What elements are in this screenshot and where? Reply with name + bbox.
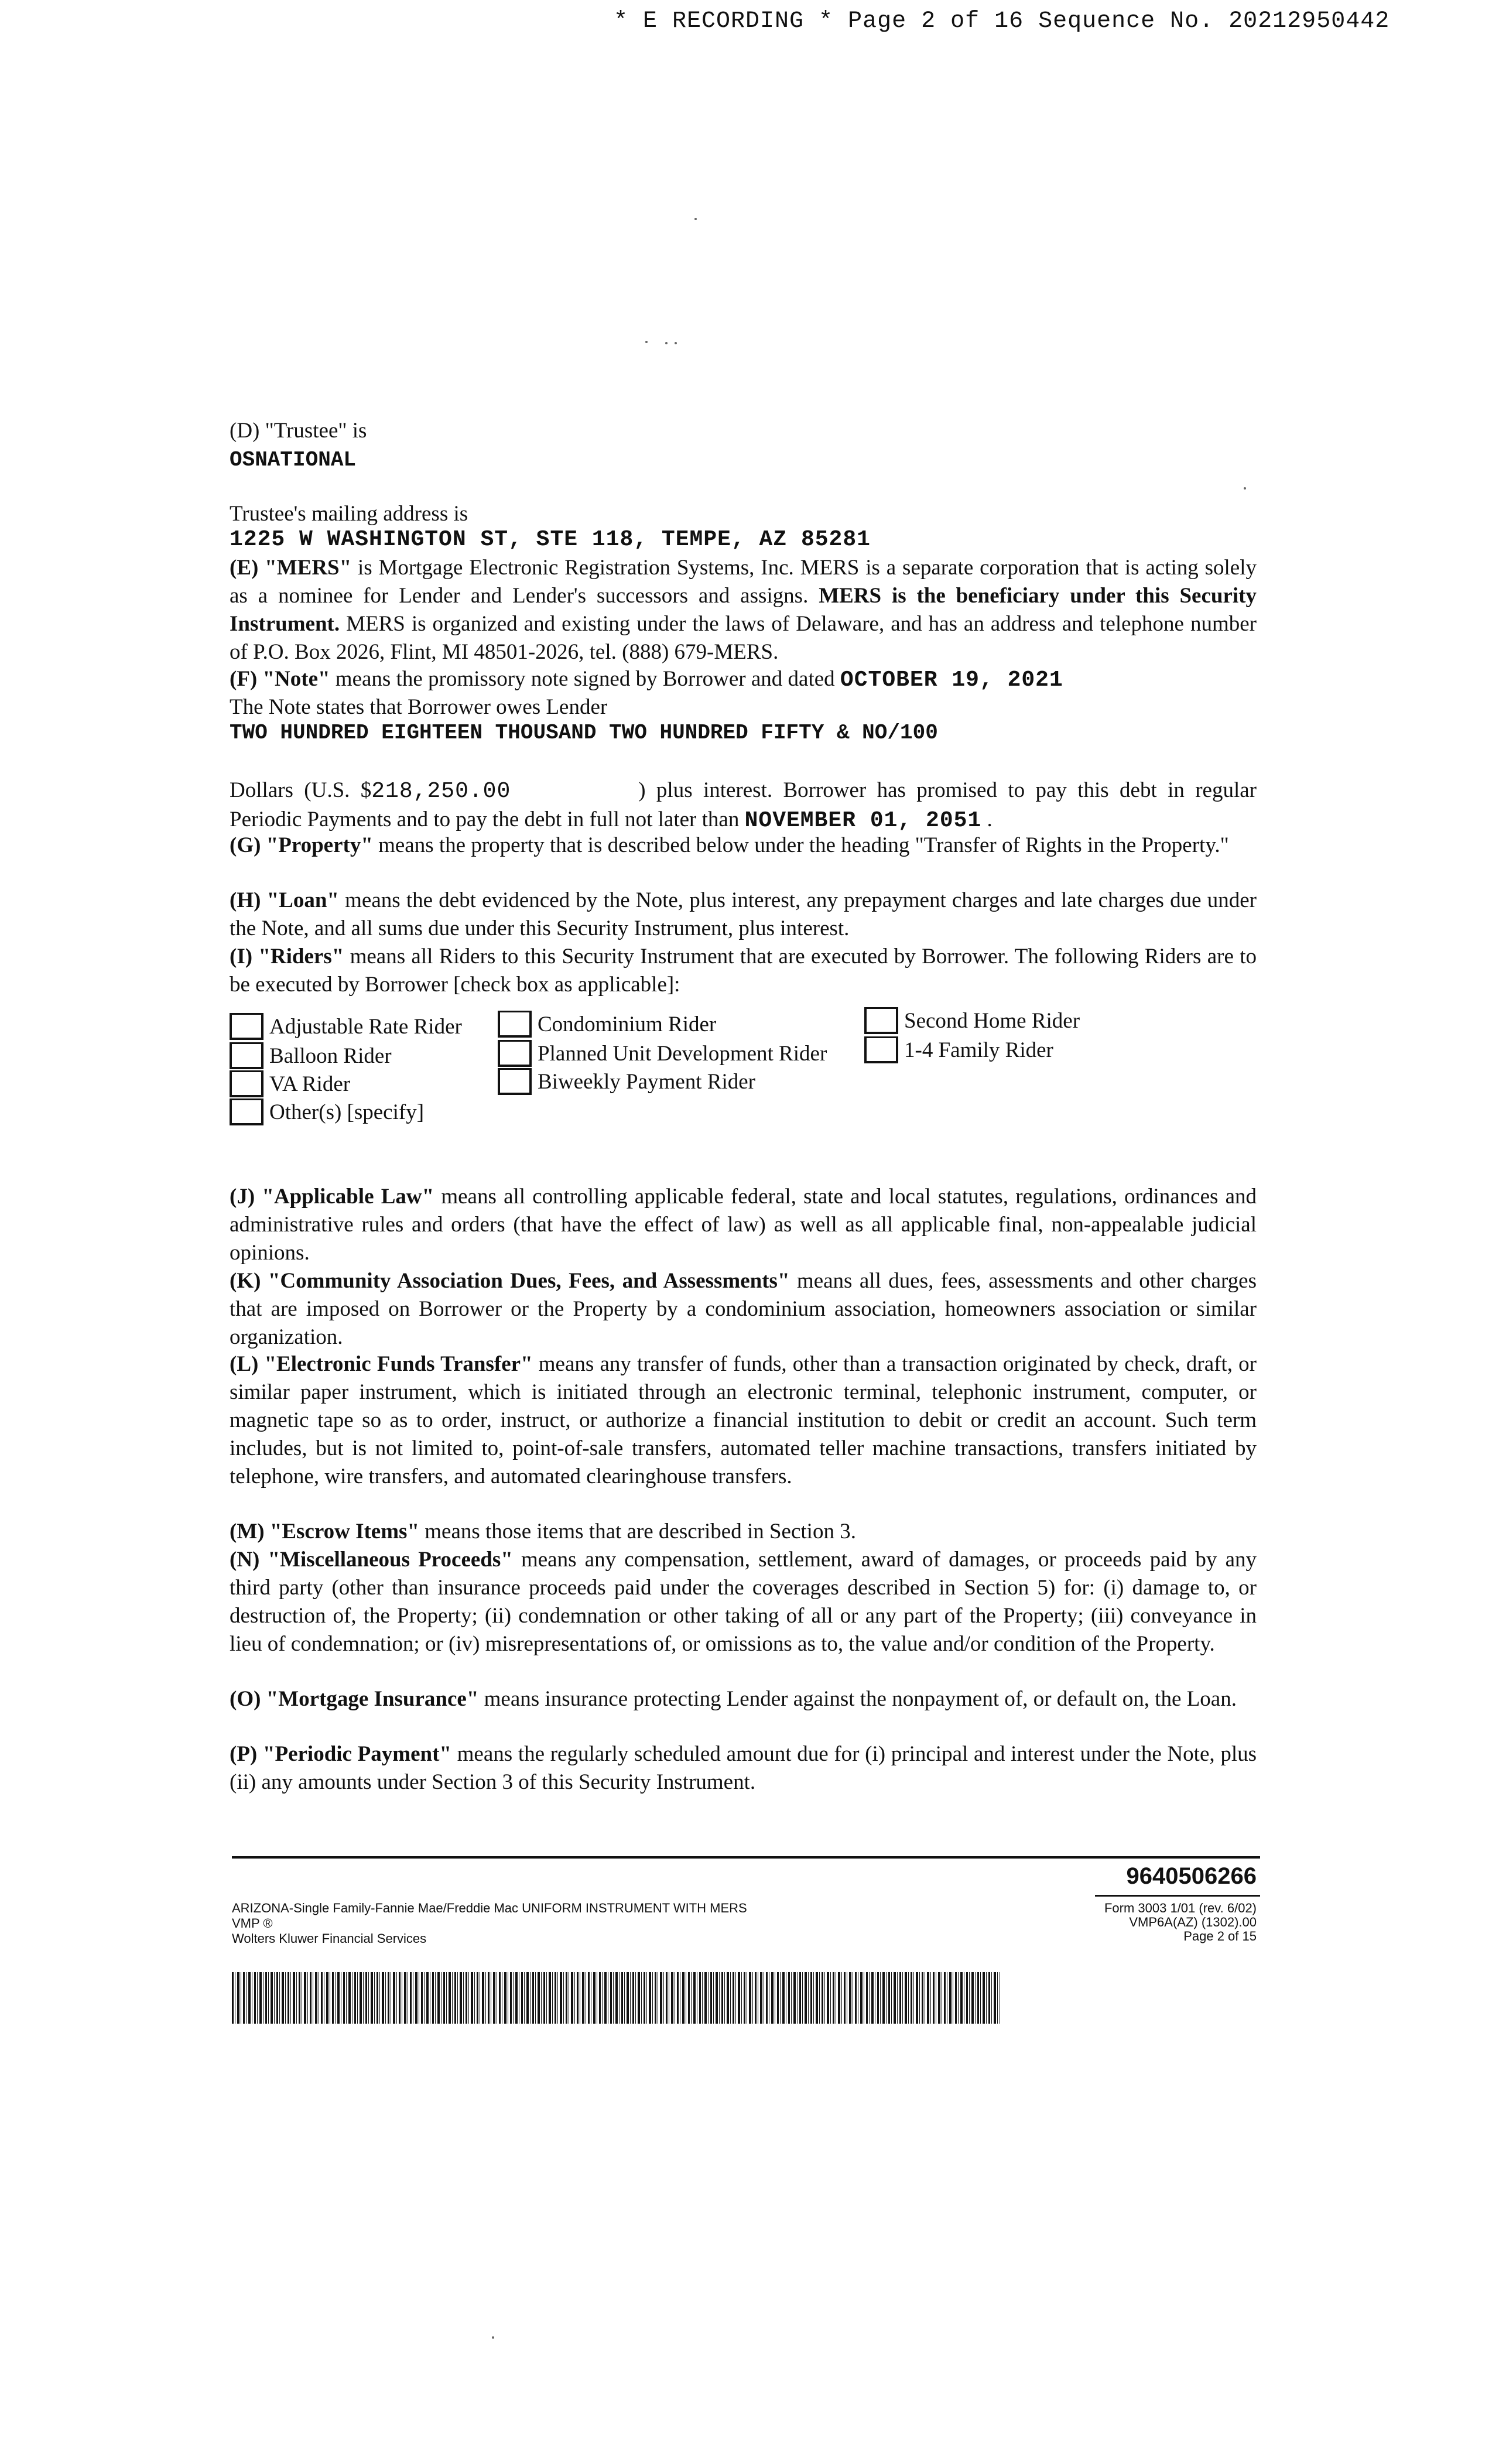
scan-speck [694, 218, 697, 220]
rider-adjustable-rate[interactable]: Adjustable Rate Rider [230, 1013, 462, 1040]
vmp-mark: VMP ® [232, 1916, 273, 1931]
scan-speck [675, 342, 677, 344]
trustee-address-label: Trustee's mailing address is [230, 502, 468, 526]
scan-speck [645, 341, 648, 343]
mers-beneficiary: MERS is the beneficiary under this Security Instrument. [230, 584, 1257, 636]
checkbox-icon[interactable] [864, 1007, 898, 1034]
mi-text: means insurance protecting Lender against the nonpayment of, or default on, the Loan. [478, 1687, 1237, 1711]
mi-lead: (O) "Mortgage Insurance" [230, 1687, 479, 1711]
rider-1-4-family[interactable]: 1-4 Family Rider [864, 1036, 1053, 1063]
section-dollars: Dollars (U.S. $218,250.00 ) plus interest. Borrower has promised to pay this debt in regular Periodic Payments and to pay the debt in full not later than NOVEMBER 01, 2051 . [230, 778, 1257, 833]
section-mers [230, 554, 1257, 666]
loan-lead: (H) "Loan" [230, 888, 339, 912]
trustee-address: 1225 W WASHINGTON ST, STE 118, TEMPE, AZ 85281 [230, 527, 871, 552]
eft-lead: (L) "Electronic Funds Transfer" [230, 1352, 533, 1376]
section-electronic-funds-transfer [230, 1350, 1257, 1491]
section-loan [230, 887, 1257, 943]
section-note [230, 665, 1257, 694]
mers-lead: (E) "MERS" [230, 556, 352, 580]
form-title: ARIZONA-Single Family-Fannie Mae/Freddie Mac UNIFORM INSTRUMENT WITH MERS [232, 1901, 747, 1915]
scan-speck [492, 2336, 494, 2339]
mers-text: is Mortgage Electronic Registration Systems, Inc. MERS is a separate corporation that is acting solely as a nominee for Lender and Lender's successors and assigns. [230, 556, 1257, 608]
recording-stamp: * E RECORDING * Page 2 of 16 Sequence No. 20212950442 [614, 8, 1390, 35]
community-lead: (K) "Community Association Dues, Fees, and Assessments" [230, 1269, 790, 1293]
loan-text: means the debt evidenced by the Note, plus interest, any prepayment charges and late charges due under the Note, and all sums due under this Security Instrument, plus interest. [230, 888, 1257, 940]
scan-speck [1244, 487, 1246, 490]
rider-va[interactable]: VA Rider [230, 1070, 350, 1097]
note-text: means the promissory note signed by Borrower and dated [330, 667, 840, 691]
checkbox-icon[interactable] [498, 1068, 532, 1095]
trustee-name: OSNATIONAL [230, 448, 357, 472]
eft-text: means any transfer of funds, other than a transaction originated by check, draft, or similar paper instrument, which is initiated through an electronic terminal, telephonic instrument, computer, or magnetic tape so as to order, instruct, or authorize a financial institution to debit or credit an account. Such term includes, but is not limited to, point-of-sale transfers, automated teller machine transactions, transfers initiated by telephone, wire transfers, and automated clearinghouse transfers. [230, 1352, 1257, 1488]
section-escrow-items [230, 1518, 1257, 1546]
scan-speck [665, 342, 668, 344]
checkbox-icon[interactable] [230, 1042, 263, 1069]
rider-other[interactable]: Other(s) [specify] [230, 1098, 424, 1125]
section-property [230, 831, 1257, 860]
dollars-prefix: Dollars (U.S. $ [230, 778, 372, 802]
checkbox-icon[interactable] [230, 1013, 263, 1040]
note-lead: (F) "Note" [230, 667, 330, 691]
vmp-code: VMP6A(AZ) (1302).00 [1129, 1915, 1257, 1929]
rider-condominium[interactable]: Condominium Rider [498, 1011, 716, 1038]
document-barcode [232, 1972, 1000, 2024]
periodic-lead: (P) "Periodic Payment" [230, 1742, 451, 1766]
law-text: means all controlling applicable federal, state and local statutes, regulations, ordinances and administrative rules and orders (that have the effect of law) as well as all applicable final, non-appealable judicial opinions. [230, 1185, 1257, 1265]
section-mortgage-insurance [230, 1685, 1257, 1713]
misc-text: means any compensation, settlement, award of damages, or proceeds paid by any third party (other than insurance proceeds paid under the coverages described in Section 5) for: (i) damage to, or destruction of, the Property; (ii) condemnation or other taking of all or any part of the Property; (iii) conveyance in lieu of condemnation; or (iv) misrepresentations of, or omissions as to, the value and/or condition of the Property. [230, 1548, 1257, 1656]
law-lead: (J) "Applicable Law" [230, 1185, 434, 1209]
escrow-lead: (M) "Escrow Items" [230, 1520, 419, 1544]
property-lead: (G) "Property" [230, 833, 373, 857]
amount-numeric: 218,250.00 [371, 779, 511, 804]
form-number: Form 3003 1/01 (rev. 6/02) [1104, 1901, 1257, 1915]
riders-lead: (I) "Riders" [230, 944, 344, 969]
riders-text: means all Riders to this Security Instrument that are executed by Borrower. The following Riders are to be executed by Borrower [check box as applicable]: [230, 944, 1257, 997]
rider-balloon[interactable]: Balloon Rider [230, 1042, 392, 1069]
rider-second-home[interactable]: Second Home Rider [864, 1007, 1080, 1034]
checkbox-icon[interactable] [864, 1036, 898, 1063]
section-riders [230, 943, 1257, 999]
page-number: Page 2 of 15 [1183, 1929, 1257, 1943]
mers-text-2: MERS is organized and existing under the laws of Delaware, and has an address and telephone number of P.O. Box 2026, Flint, MI 48501-2026, tel. (888) 679-MERS. [230, 612, 1257, 664]
escrow-text: means those items that are described in Section 3. [419, 1520, 856, 1544]
misc-lead: (N) "Miscellaneous Proceeds" [230, 1548, 513, 1572]
section-periodic-payment [230, 1740, 1257, 1796]
checkbox-icon[interactable] [230, 1098, 263, 1125]
checkbox-icon[interactable] [498, 1011, 532, 1038]
property-text: means the property that is described below under the heading "Transfer of Rights in the Property." [372, 833, 1229, 857]
footer-rule [232, 1856, 1260, 1859]
community-text: means all dues, fees, assessments and other charges that are imposed on Borrower or the Property by a condominium association, homeowners association or similar organization. [230, 1269, 1257, 1349]
periodic-text: means the regularly scheduled amount due for (i) principal and interest under the Note, plus (ii) any amounts under Section 3 of this Security Instrument. [230, 1742, 1257, 1794]
footer-rule-short [1095, 1895, 1260, 1897]
checkbox-icon[interactable] [498, 1040, 532, 1067]
note-date: OCTOBER 19, 2021 [840, 668, 1063, 693]
dollars-suffix: ) plus interest. Borrower has promised to pay this debt in regular Periodic Payments and to pay the debt in full not later than [230, 778, 1257, 831]
note-owes: The Note states that Borrower owes Lender [230, 695, 608, 719]
maturity-date: NOVEMBER 01, 2051 [744, 808, 982, 833]
loan-number: 9640506266 [1126, 1863, 1257, 1889]
amount-words: TWO HUNDRED EIGHTEEN THOUSAND TWO HUNDRED FIFTY & NO/100 [230, 721, 938, 745]
rider-biweekly-payment[interactable]: Biweekly Payment Rider [498, 1068, 755, 1095]
trustee-label: (D) "Trustee" is [230, 419, 367, 443]
rider-planned-unit-development[interactable]: Planned Unit Development Rider [498, 1040, 827, 1067]
section-applicable-law [230, 1183, 1257, 1267]
checkbox-icon[interactable] [230, 1070, 263, 1097]
publisher: Wolters Kluwer Financial Services [232, 1931, 427, 1946]
section-miscellaneous-proceeds [230, 1546, 1257, 1658]
section-community-association [230, 1267, 1257, 1351]
